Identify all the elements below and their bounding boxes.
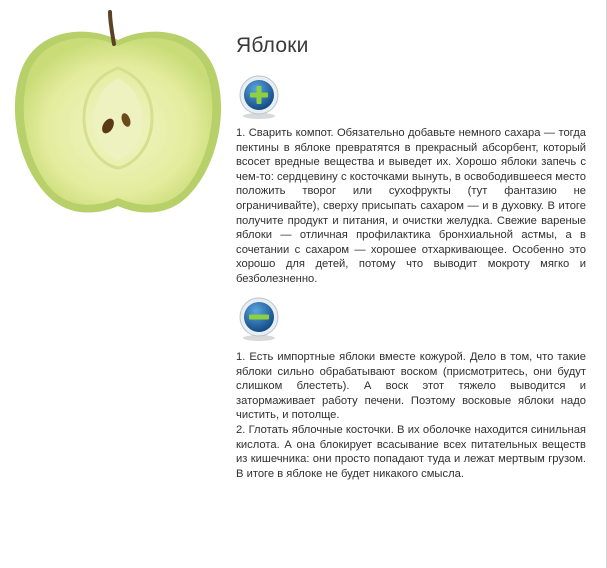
cons-paragraph-1: 1. Есть импортные яблоки вместе кожурой. Дело в том, что такие яблоки сильно обрабатывают воском (присмотритесь, они будут слишком блестеть). А воск этот тяжело выводится и затормаживает работу печени. Поэтому восковые яблоки надо чистить, и потолще. bbox=[236, 351, 586, 422]
page-title: Яблоки bbox=[236, 34, 309, 57]
apple-half-image bbox=[10, 8, 226, 218]
plus-circle-icon bbox=[236, 74, 282, 120]
cons-section bbox=[236, 350, 586, 481]
cons-paragraph-2: 2. Глотать яблочные косточки. В их оболочке находится синильная кислота. А она блокирует всасывание всех питательных веществ из кишечника: они просто попадают туда и лежат мертвым грузом. В итоге в яблоке не будет никакого смысла. bbox=[236, 423, 586, 480]
pros-paragraph: 1. Сварить компот. Обязательно добавьте немного сахара — тогда пектины в яблоке превратятся в прекрасный абсорбент, который всосет вредные вещества и выведет их. Хорошо яблоки запечь с чем-то: сердцевину с косточками вынуть, в освободившееся место положить творог или сухофрукты (тут фантазию не ограничивайте), сверху присыпать сахаром — и в духовку. В итоге получите продукт и питания, и очистки желудка. Свежие вареные яблоки — отличная профилактика бронхиальной астмы, а в сочетании с сахаром — хорошее отхаркивающее. Особенно это хорошо для детей, потому что выводит мокроту мягко и безболезненно. bbox=[236, 127, 586, 285]
pros-section bbox=[236, 126, 586, 287]
minus-circle-icon bbox=[236, 296, 282, 342]
